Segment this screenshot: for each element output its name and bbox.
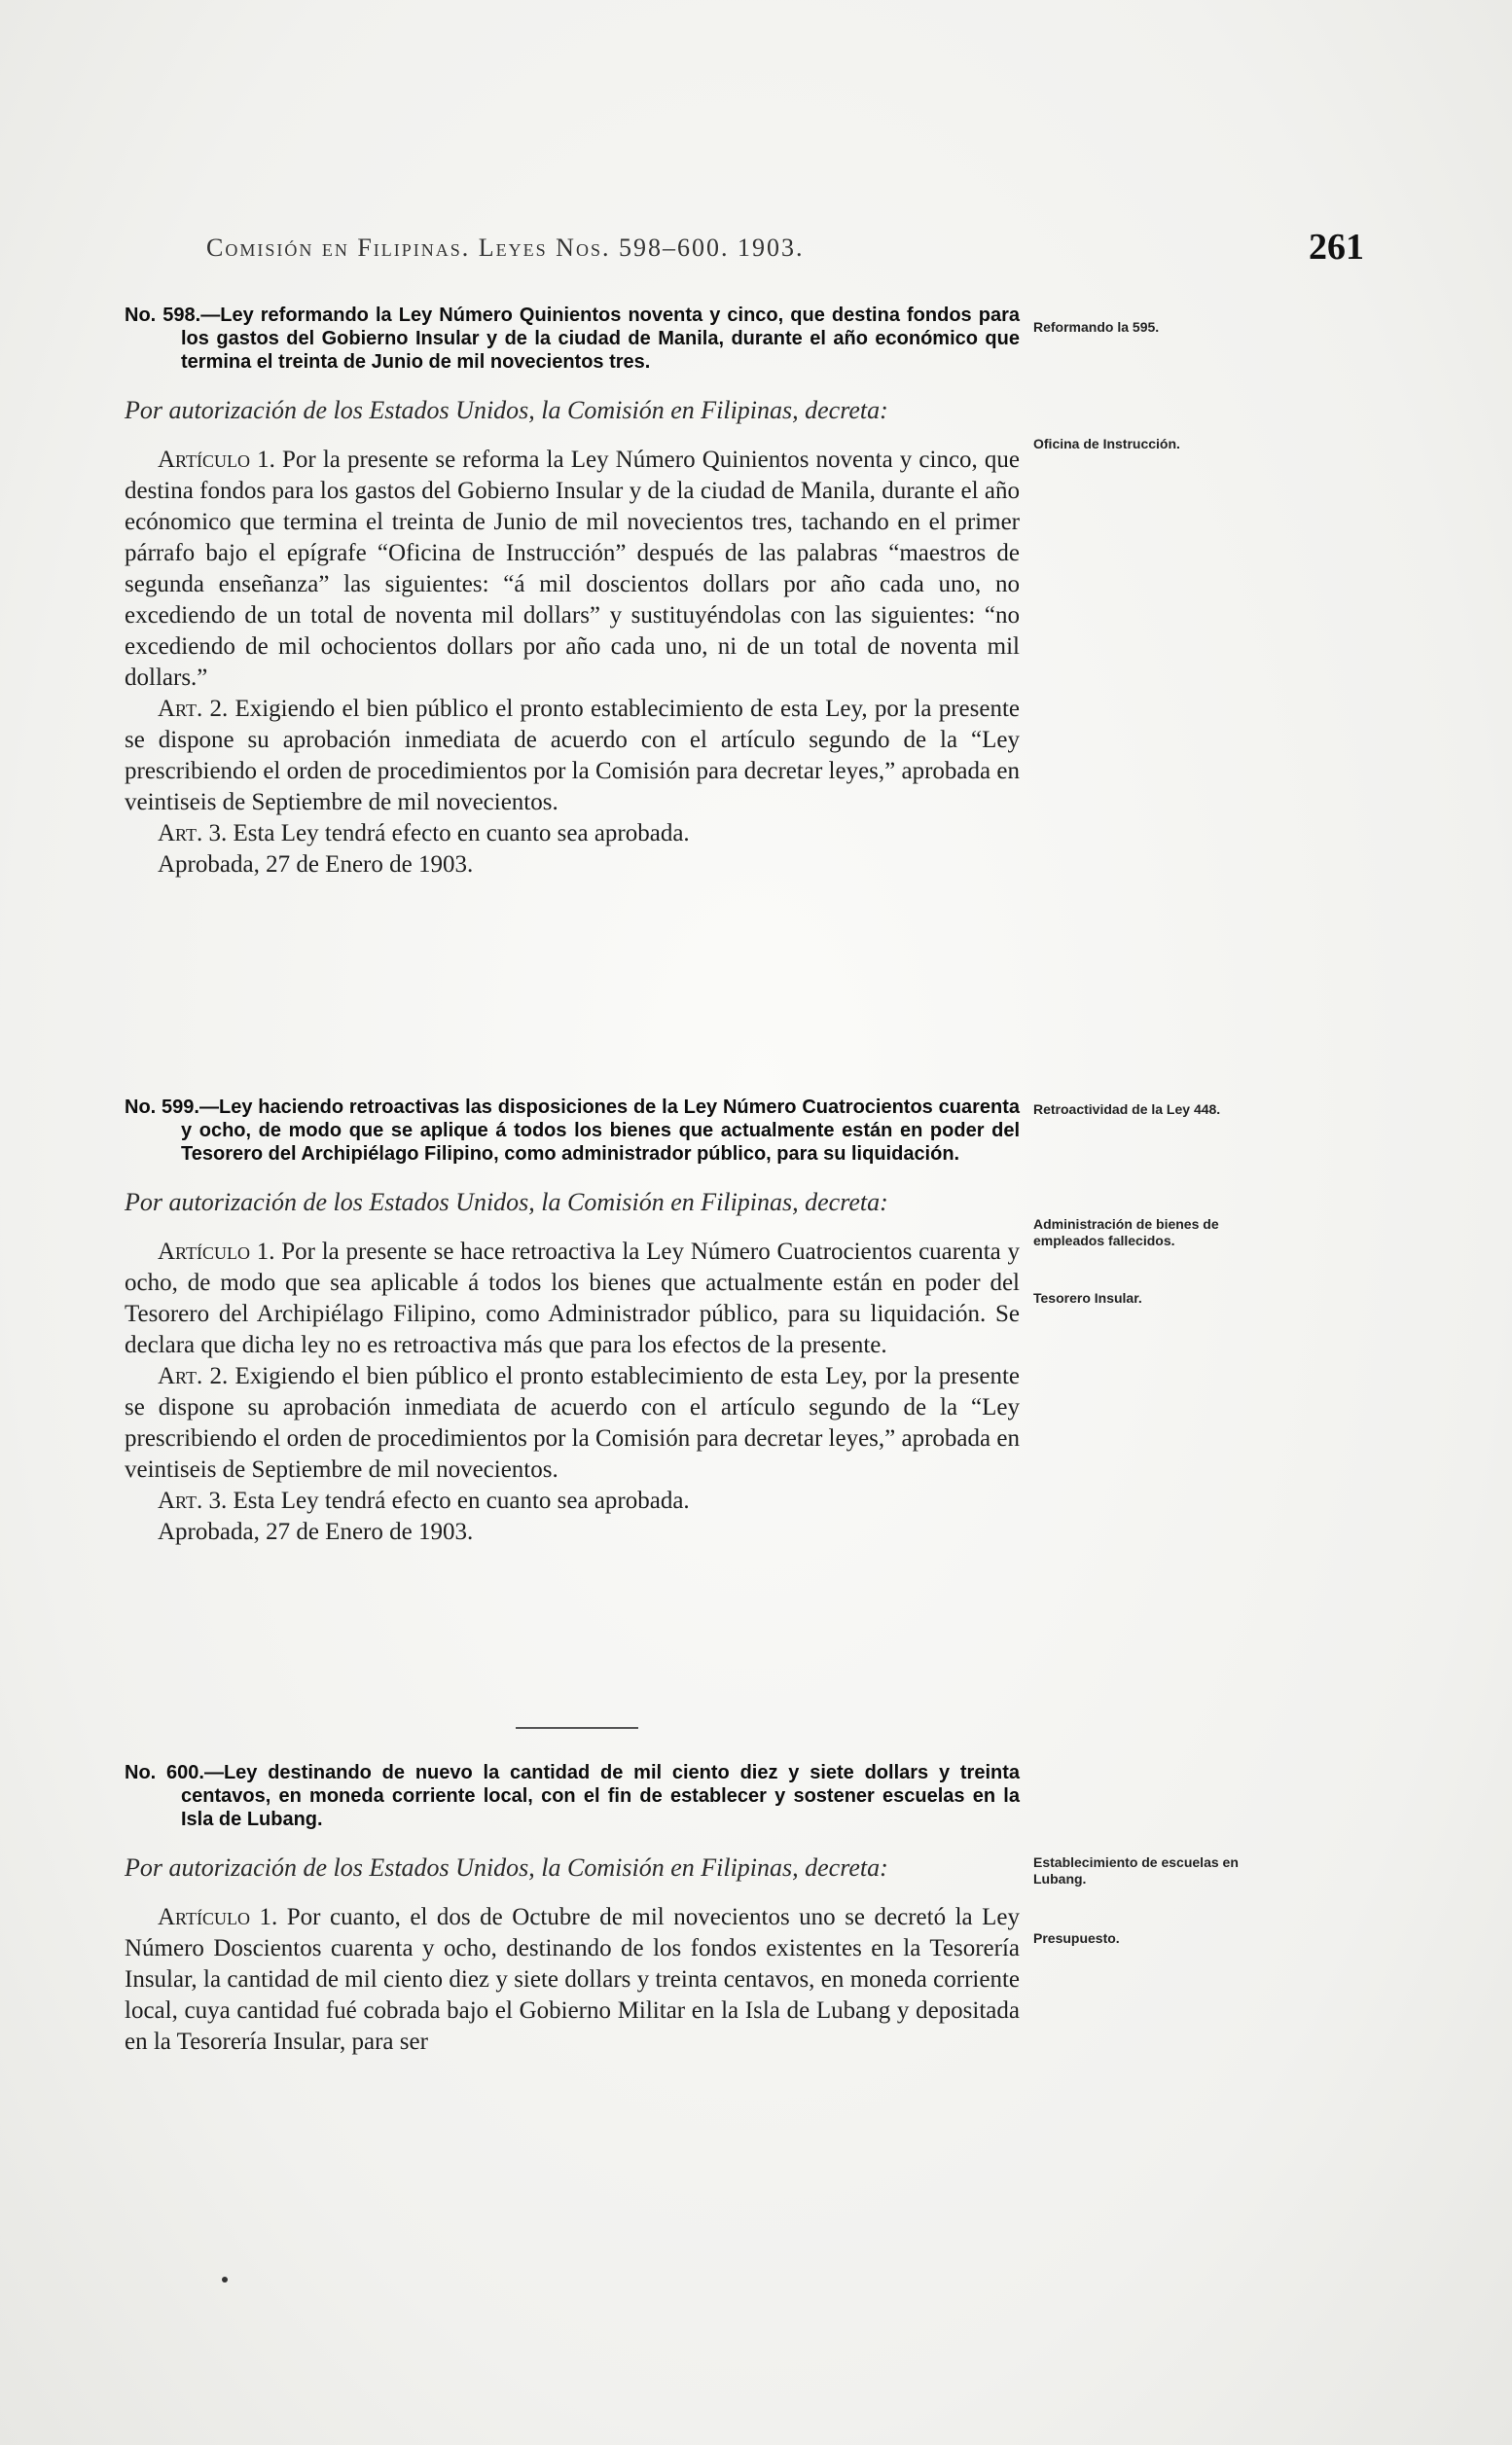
act-title — [125, 1096, 1020, 1166]
margin-note: Oficina de Instrucción. — [1033, 436, 1180, 451]
act-title-text: —Ley reformando la Ley Número Quinientos noventa y cinco, que destina fondos para los gastos del Gobierno Insular y de la ciudad de Manila, durante el año económico que termina el treinta de Junio de mil novecientos tres. — [181, 305, 1020, 373]
act-title — [125, 304, 1020, 374]
act-599 — [125, 1096, 1020, 1548]
article-label: Art. 3. — [158, 1488, 228, 1514]
margin-note: Retroactividad de la Ley 448. — [1033, 1101, 1221, 1117]
enacting-clause: Por autorización de los Estados Unidos, la Comisión en Filipinas, decreta: — [125, 396, 888, 424]
article-paragraph — [125, 1902, 1020, 2058]
margin-note: Establecimiento de escuelas en Lubang. — [1033, 1854, 1239, 1887]
article-text: Por cuanto, el dos de Octubre de mil novecientos uno se decretó la Ley Número Doscientos cuarenta y ocho, destinando de los fondos existentes en la Tesorería Insular, la cantidad de mil ciento diez y siete dollars y treinta centavos, en moneda corriente local, cuya cantidad fué cobrada bajo el Gobierno Militar en la Isla de Lubang y depositada en la Tesorería Insular, para ser — [125, 1904, 1021, 2055]
margin-note: Administración de bienes de empleados fallecidos. — [1033, 1216, 1219, 1248]
article-label: Artículo 1. — [158, 1239, 275, 1265]
approval-date: Aprobada, 27 de Enero de 1903. — [158, 1519, 474, 1545]
article-paragraph — [125, 1361, 1020, 1486]
article-paragraph — [125, 818, 1020, 849]
enacting-clause: Por autorización de los Estados Unidos, la Comisión en Filipinas, decreta: — [125, 1853, 888, 1882]
act-598 — [125, 304, 1020, 881]
act-title-text: —Ley destinando de nuevo la cantidad de mil ciento diez y siete dollars y treinta centavos, en moneda corriente local, con el fin de establecer y sostener escuelas en la Isla de Lubang. — [181, 1762, 1021, 1830]
page-number: 261 — [1309, 227, 1364, 268]
margin-note: Presupuesto. — [1033, 1930, 1120, 1946]
article-text: Exigiendo el bien público el pronto establecimiento de esta Ley, por la presente se dispone su aprobación inmediata de acuerdo con el artículo segundo de la “Ley prescribiendo el orden de procedimientos por la Comisión para decretar leyes,” aprobada en veintiseis de Septiembre de mil novecientos. — [125, 696, 1020, 815]
article-text: Por la presente se hace retroactiva la Ley Número Cuatrocientos cuarenta y ocho, de modo que sea aplicable á todos los bienes que actualmente están en poder del Tesorero del Archipiélago Filipino, como Administrador público, para su liquidación. Se declara que dicha ley no es retroactiva más que para los efectos de la presente. — [125, 1239, 1021, 1358]
article-paragraph — [125, 1237, 1020, 1361]
act-600 — [125, 1761, 1020, 2058]
article-label: Artículo 1. — [158, 1904, 278, 1930]
article-text: Exigiendo el bien público el pronto establecimiento de esta Ley, por la presente se dispone su aprobación inmediata de acuerdo con el artículo segundo de la “Ley prescribiendo el orden de procedimientos por la Comisión para decretar leyes,” aprobada en veintiseis de Septiembre de mil novecientos. — [125, 1363, 1020, 1483]
article-label: Art. 2. — [158, 696, 229, 722]
enacting-clause: Por autorización de los Estados Unidos, la Comisión en Filipinas, decreta: — [125, 1188, 888, 1216]
section-separator — [516, 1727, 638, 1729]
article-paragraph — [125, 1486, 1020, 1517]
article-label: Art. 2. — [158, 1363, 229, 1389]
article-paragraph — [125, 694, 1020, 818]
ink-speck — [222, 2277, 228, 2283]
approval-date: Aprobada, 27 de Enero de 1903. — [158, 851, 474, 878]
article-text: Esta Ley tendrá efecto en cuanto sea aprobada. — [233, 820, 690, 846]
act-title-text: —Ley haciendo retroactivas las disposiciones de la Ley Número Cuatrocientos cuarenta y ocho, de modo que se aplique á todos los bienes que actualmente están en poder del Tesorero del Archipiélago Filipino, como administrador público, para su liquidación. — [181, 1097, 1020, 1165]
act-number: No. 599. — [125, 1097, 199, 1118]
act-number: No. 598. — [125, 305, 201, 326]
margin-note: Tesorero Insular. — [1033, 1290, 1142, 1306]
article-text: Esta Ley tendrá efecto en cuanto sea aprobada. — [233, 1488, 690, 1514]
running-head: Comisión en Filipinas. Leyes Nos. 598–600. 1903. — [206, 234, 805, 262]
article-label: Art. 3. — [158, 820, 228, 846]
act-title — [125, 1761, 1020, 1831]
article-label: Artículo 1. — [158, 447, 275, 473]
article-paragraph — [125, 445, 1020, 694]
article-text: Por la presente se reforma la Ley Número Quinientos noventa y cinco, que destina fondos para los gastos del Gobierno Insular y de la ciudad de Manila, durante el año ecónomico que termina el treinta de Junio de mil novecientos tres, tachando en el primer párrafo bajo el epígrafe “Oficina de Instrucción” después de las palabras “maestros de segunda enseñanza” las siguientes: “á mil doscientos dollars por año cada uno, no excediendo de un total de noventa mil dollars” y sustituyéndolas con las siguientes: “no excediendo de mil ochocientos dollars por año cada uno, ni de un total de noventa mil dollars.” — [125, 447, 1021, 691]
margin-note: Reformando la 595. — [1033, 319, 1160, 335]
act-number: No. 600. — [125, 1762, 204, 1783]
page-header — [206, 226, 1364, 274]
